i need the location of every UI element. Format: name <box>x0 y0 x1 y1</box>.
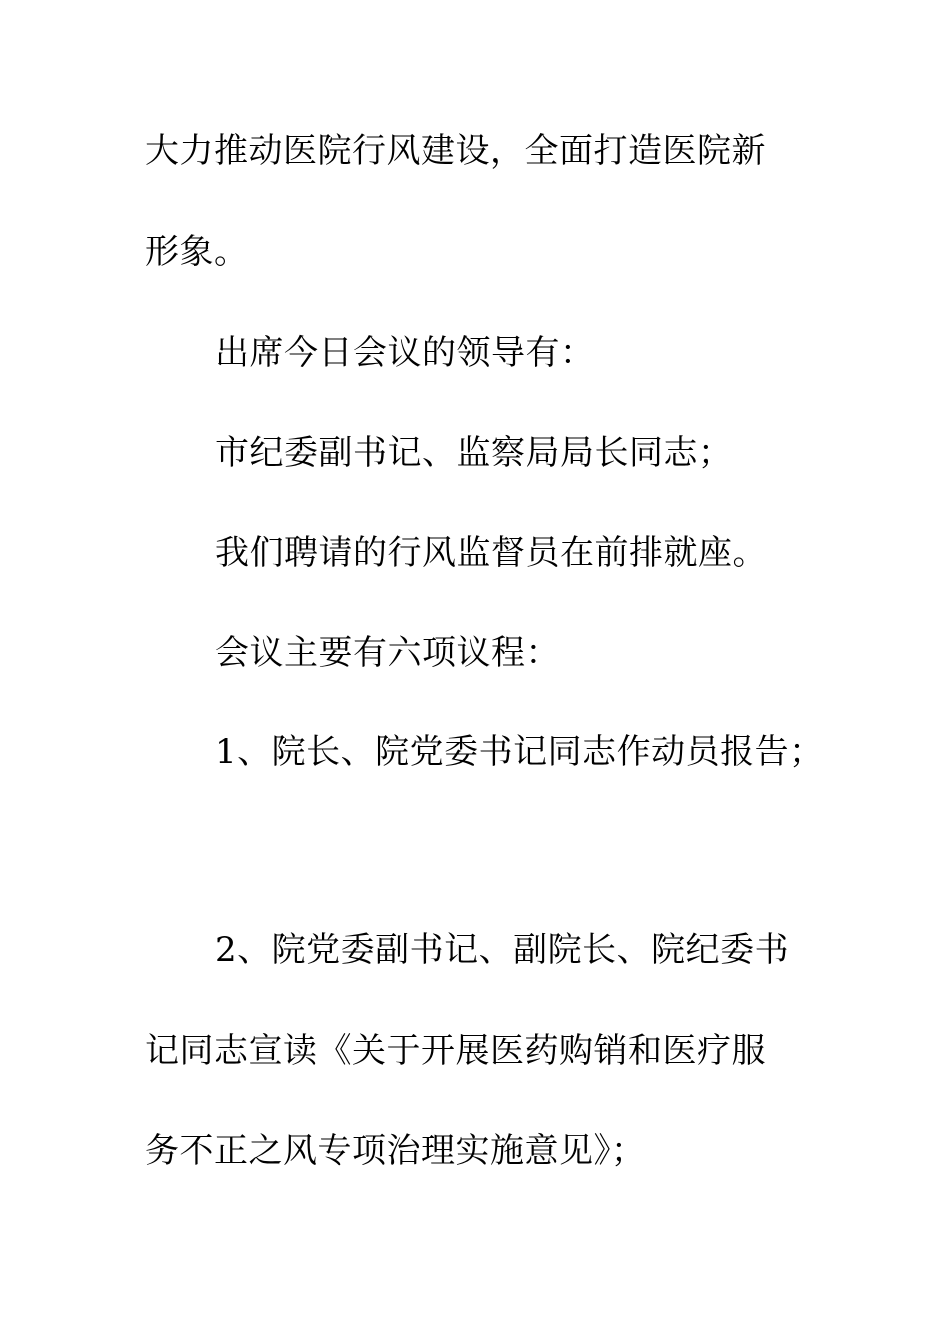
paragraph-line: 1、院长、院党委书记同志作动员报告； <box>215 732 824 772</box>
paragraph-line: 市纪委副书记、监察局局长同志； <box>215 433 733 473</box>
paragraph-line: 我们聘请的行风监督员在前排就座。 <box>215 533 767 573</box>
paragraph-line: 务不正之风专项治理实施意见》； <box>145 1131 646 1171</box>
paragraph-line: 记同志宣读《关于开展医药购销和医疗服 <box>145 1031 766 1071</box>
paragraph-line: 形象。 <box>145 232 249 272</box>
paragraph-line: 会议主要有六项议程： <box>215 633 560 673</box>
paragraph-line: 出席今日会议的领导有： <box>215 333 595 373</box>
paragraph-line: 大力推动医院行风建设，全面打造医院新 <box>145 131 766 171</box>
paragraph-line: 2、院党委副书记、副院长、院纪委书 <box>215 930 790 970</box>
